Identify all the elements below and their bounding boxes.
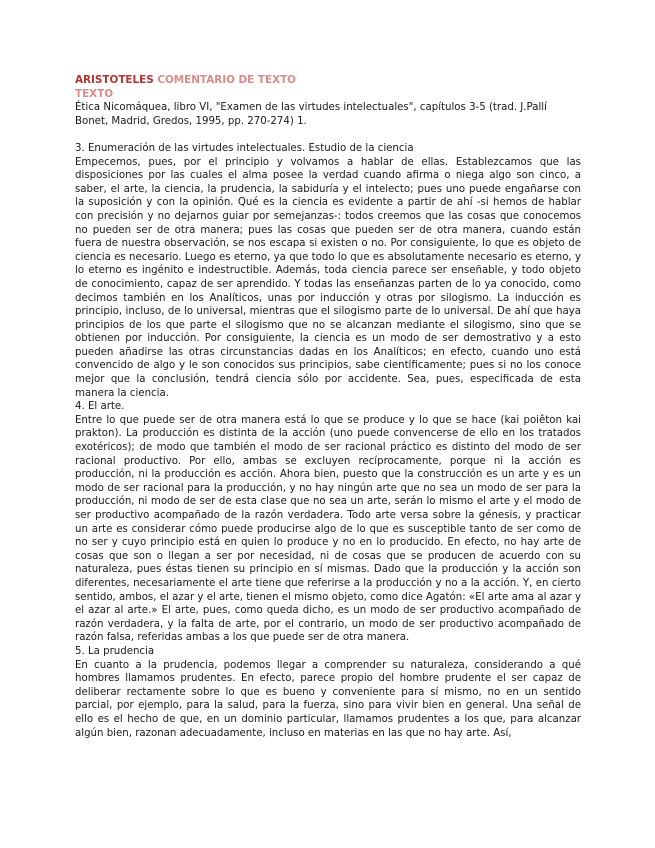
section-heading-ciencia: 3. Enumeración de las virtudes intelectuales. Estudio de la ciencia bbox=[75, 142, 414, 154]
section-text-ciencia: Empecemos, pues, por el principio y volvamos a hablar de ellas. Establezcamos que las disposiciones por las cuales el alma posee la verdad cuando afirma o niega algo son cinco, a saber, el arte, la ciencia, la prudencia, la sabiduría y el intelecto; pues uno puede engañarse con la suposición y con la opinión. Qué es la ciencia es evidente a partir de ahí -si hemos de hablar con precisión y no dejarnos guiar por semejanzas-: todos creemos que las cosas que conocemos no pueden ser de otra manera; pues las cosas que pueden ser de otra manera, cuando están fuera de nuestra observación, se nos escapa si existen o no. Por consiguiente, lo que es objeto de ciencia es necesario. Luego es eterno, ya que todo lo que es absolutamente necesario es eterno, y lo eterno es ingénito e indestructible. Además, toda ciencia parece ser enseñable, y todo objeto de conocimiento, capaz de ser aprendido. Y todas las enseñanzas parten de lo ya conocido, como decimos también en los Analíticos, unas por inducción y otras por silogismo. La inducción es principio, incluso, de lo universal, mientras que el silogismo parte de lo universal. De ahí que haya principios de los que parte el silogismo que no se alcanzan mediante el silogismo, sino que se obtienen por inducción. Por consiguiente, la ciencia es un modo de ser demostrativo y a esto pueden añadirse las otras circunstancias dadas en los Analíticos; en efecto, cuando uno está convencido de algo y le son conocidos sus principios, sabe científicamente; pues si no los conoce mejor que la conclusión, tendrá ciencia sólo por accidente. Sea, pues, especificada de esta manera la ciencia. bbox=[75, 156, 581, 399]
section-text-arte: Entre lo que puede ser de otra manera está lo que se produce y lo que se hace (kai poiêton kai prakton). La producción es distinta de la acción (uno puede convencerse de ello en los tratados exotéricos); de modo que también el modo de ser racional práctico es distinto del modo de ser racional productivo. Por ello, ambas se excluyen recíprocamente, porque ni la acción es producción, ni la producción es acción. Ahora bien, puesto que la construcción es un arte y es un modo de ser racional para la producción, y no hay ningún arte que no sea un modo de ser para la producción, ni modo de ser de esta clase que no sea un arte, serán lo mismo el arte y el modo de ser productivo acompañado de la razón verdadera. Todo arte versa sobre la génesis, y practicar un arte es considerar cómo puede producirse algo de lo que es susceptible tanto de ser como de no ser y cuyo principio está en quien lo produce y no en lo producido. En efecto, no hay arte de cosas que son o llegan a ser por necesidad, ni de cosas que se producen de acuerdo con su naturaleza, pues éstas tienen su principio en sí mismas. Dado que la producción y la acción son diferentes, necesariamente el arte tiene que referirse a la producción y no a la acción. Y, en cierto sentido, ambos, el azar y el arte, tienen el mismo objeto, como dice Agatón: «El arte ama al azar y el azar al arte.» El arte, pues, como queda dicho, es un modo de ser productivo acompañado de razón verdadera, y la falta de arte, por el contrario, un modo de ser productivo acompañado de razón falsa, referidas ambas a los que puede ser de otra manera. bbox=[75, 414, 581, 644]
title-rest: COMENTARIO DE TEXTO bbox=[153, 74, 297, 86]
title-author: ARISTOTELES bbox=[75, 74, 154, 86]
source-citation: Ética Nicomáquea, libro VI, "Examen de las virtudes intelectuales", capítulos 3-5 (trad. J.Pallí Bonet, Madrid, Gredos, 1995, pp. 270-274) 1. bbox=[75, 102, 547, 127]
document-title bbox=[75, 74, 581, 88]
section-heading-arte: 4. El arte. bbox=[75, 401, 125, 413]
section-text-prudencia: En cuanto a la prudencia, podemos llegar a comprender su naturaleza, considerando a qué hombres llamamos prudentes. En efecto, parece propio del hombre prudente el ser capaz de deliberar rectamente sobre lo que es bueno y conveniente para sí mismo, no en un sentido parcial, por ejemplo, para la salud, para la fuerza, sino para vivir bien en general. Una señal de ello es el hecho de que, en un dominio particular, llamamos prudentes a los que, para alcanzar algún bien, razonan adecuadamente, incluso en materias en las que no hay arte. Así, bbox=[75, 659, 581, 739]
document-subtitle: TEXTO bbox=[75, 87, 114, 100]
document-page bbox=[75, 74, 581, 740]
section-heading-prudencia: 5. La prudencia bbox=[75, 645, 155, 657]
